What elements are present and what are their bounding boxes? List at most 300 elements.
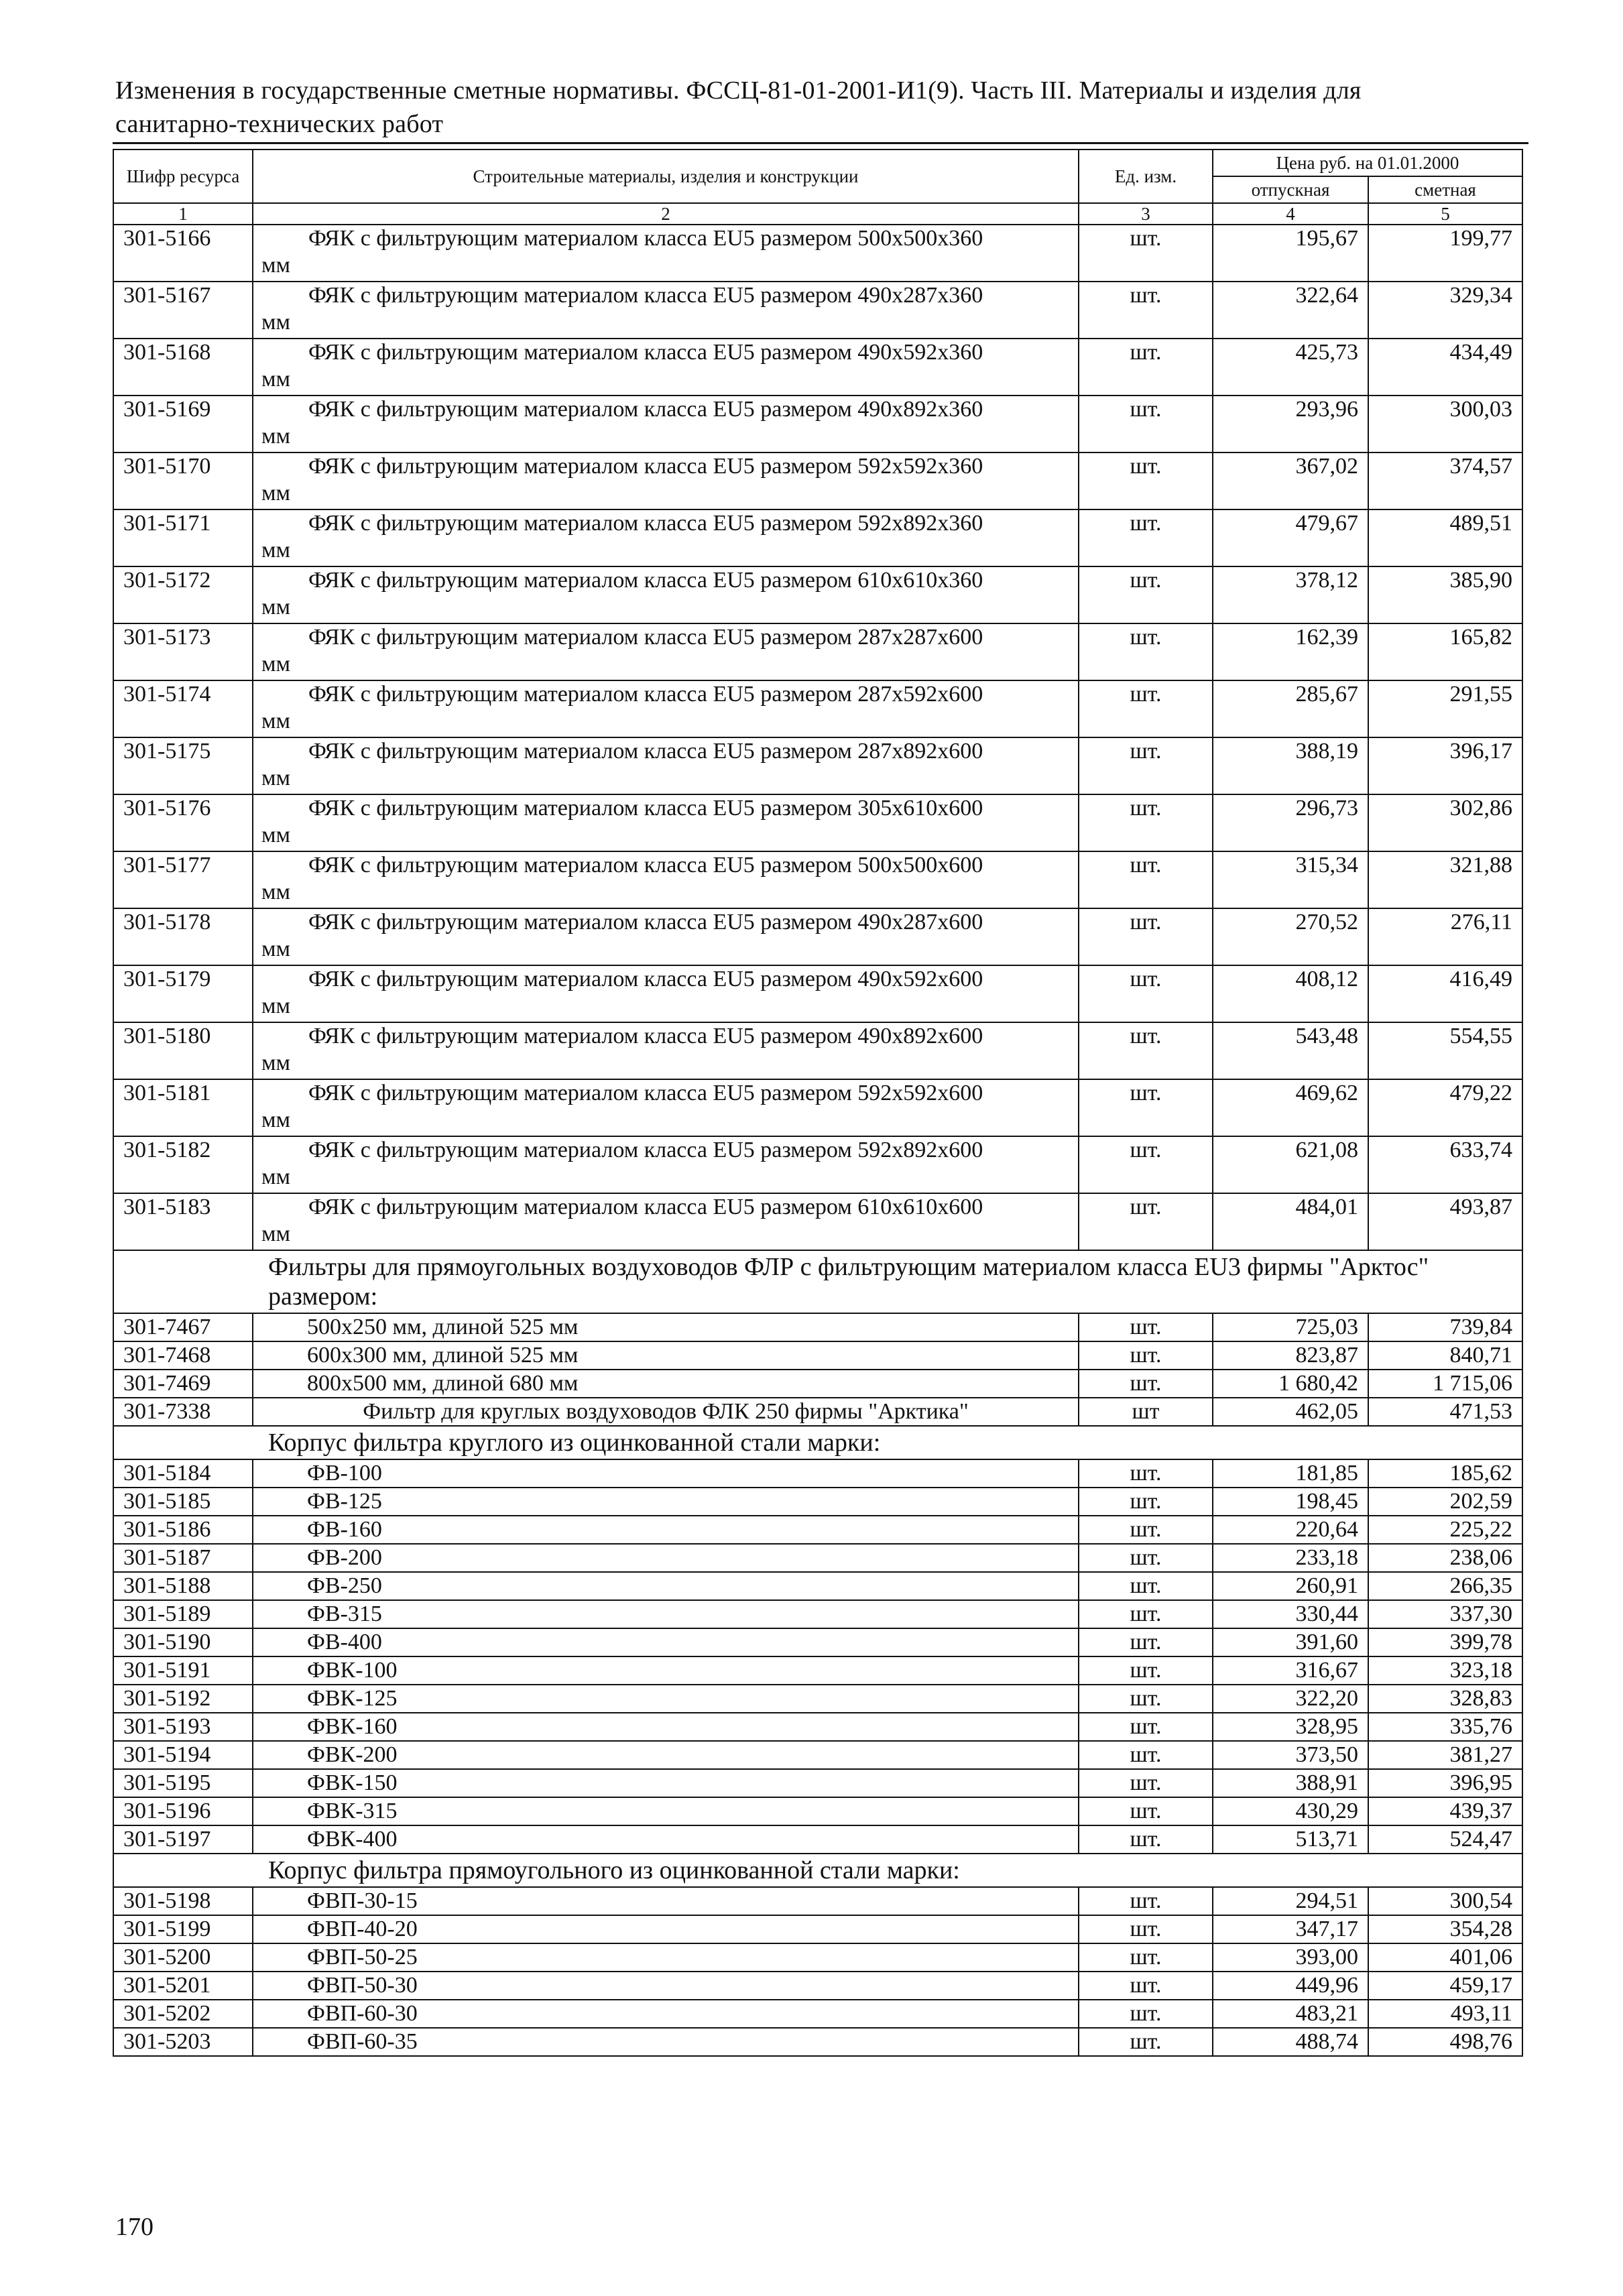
- unit: шт.: [1079, 339, 1213, 396]
- table-row: [113, 1769, 1522, 1797]
- price-estimate: 1 715,06: [1368, 1370, 1522, 1398]
- price-release: 621,08: [1213, 1136, 1368, 1193]
- table-row: [113, 452, 1522, 509]
- item-name: Фильтр для круглых воздуховодов ФЛК 250 фирмы "Арктика": [253, 1398, 1079, 1426]
- item-name: ФВК-400: [253, 1825, 1079, 1854]
- price-release: 391,60: [1213, 1628, 1368, 1656]
- item-name: ФВ-250: [253, 1572, 1079, 1600]
- price-estimate: 337,30: [1368, 1600, 1522, 1628]
- table-row: [113, 1370, 1522, 1398]
- table-row: [113, 680, 1522, 737]
- price-release: 296,73: [1213, 794, 1368, 851]
- item-name: [253, 851, 1079, 908]
- col-code-header: Шифр ресурса: [113, 149, 253, 203]
- resource-code: 301-5193: [113, 1713, 253, 1741]
- col-estimate-header: сметная: [1368, 176, 1522, 203]
- price-estimate: 165,82: [1368, 623, 1522, 680]
- unit: шт.: [1079, 1685, 1213, 1713]
- table-row: [113, 1600, 1522, 1628]
- resource-code: 301-5174: [113, 680, 253, 737]
- price-release: 316,67: [1213, 1656, 1368, 1685]
- resource-code: 301-5198: [113, 1887, 253, 1915]
- resource-code: 301-5183: [113, 1193, 253, 1250]
- resource-code: 301-7468: [113, 1341, 253, 1370]
- item-name: ФВП-60-30: [253, 2000, 1079, 2028]
- col-release-header: отпускная: [1213, 176, 1368, 203]
- price-estimate: 471,53: [1368, 1398, 1522, 1426]
- resource-code: 301-7467: [113, 1313, 253, 1341]
- page-header: [115, 74, 1523, 141]
- price-release: 408,12: [1213, 965, 1368, 1022]
- table-row: [113, 1713, 1522, 1741]
- item-description-tail: мм: [261, 367, 291, 391]
- page-number: 170: [115, 2213, 154, 2241]
- header-rule: [113, 142, 1528, 144]
- price-estimate: 396,95: [1368, 1769, 1522, 1797]
- price-release: 388,91: [1213, 1769, 1368, 1797]
- unit: шт.: [1079, 1488, 1213, 1516]
- item-description-tail: мм: [261, 1221, 291, 1246]
- price-estimate: 300,03: [1368, 396, 1522, 452]
- item-description-tail: мм: [261, 993, 291, 1018]
- item-description-tail: мм: [261, 936, 291, 961]
- price-estimate: 374,57: [1368, 452, 1522, 509]
- table-row: [113, 1972, 1522, 2000]
- resource-code: 301-5182: [113, 1136, 253, 1193]
- table-row: [113, 1136, 1522, 1193]
- price-estimate: 739,84: [1368, 1313, 1522, 1341]
- group-title: Фильтры для прямоугольных воздуховодов ФЛР с фильтрующим материалом класса EU3 фирмы "Арктос" размером:: [113, 1250, 1522, 1313]
- price-estimate: 840,71: [1368, 1341, 1522, 1370]
- price-estimate: 396,17: [1368, 737, 1522, 794]
- resource-code: 301-5194: [113, 1741, 253, 1769]
- unit: шт.: [1079, 1887, 1213, 1915]
- table-row: [113, 965, 1522, 1022]
- resource-code: 301-5197: [113, 1825, 253, 1854]
- price-release: 315,34: [1213, 851, 1368, 908]
- price-estimate: 498,76: [1368, 2028, 1522, 2056]
- unit: шт.: [1079, 1943, 1213, 1972]
- col-unit-header: Ед. изм.: [1079, 149, 1213, 203]
- unit: шт.: [1079, 1544, 1213, 1572]
- price-release: 725,03: [1213, 1313, 1368, 1341]
- price-release: 328,95: [1213, 1713, 1368, 1741]
- price-release: 322,64: [1213, 282, 1368, 339]
- price-estimate: 302,86: [1368, 794, 1522, 851]
- table-row: [113, 1685, 1522, 1713]
- table-row: [113, 1741, 1522, 1769]
- table-row: [113, 566, 1522, 623]
- item-name: ФВК-125: [253, 1685, 1079, 1713]
- item-name: ФВК-150: [253, 1769, 1079, 1797]
- resource-code: 301-5175: [113, 737, 253, 794]
- resource-code: 301-5185: [113, 1488, 253, 1516]
- item-description: ФЯК с фильтрующим материалом класса EU5 размером 592х892х360: [308, 511, 983, 536]
- table-body: [113, 225, 1522, 2056]
- item-description: ФЯК с фильтрующим материалом класса EU5 размером 500х500х360: [308, 226, 983, 251]
- table-row: [113, 2000, 1522, 2028]
- item-name: [253, 680, 1079, 737]
- unit: шт.: [1079, 1915, 1213, 1943]
- item-description: ФЯК с фильтрующим материалом класса EU5 размером 490х287х360: [308, 283, 983, 308]
- group-header-rect: [113, 1854, 1522, 1887]
- price-estimate: 329,34: [1368, 282, 1522, 339]
- col-name-header: Строительные материалы, изделия и конструкции: [253, 149, 1079, 203]
- resource-code: 301-5184: [113, 1459, 253, 1488]
- resource-code: 301-5188: [113, 1572, 253, 1600]
- item-name: 800х500 мм, длиной 680 мм: [253, 1370, 1079, 1398]
- resource-code: 301-5192: [113, 1685, 253, 1713]
- price-estimate: 335,76: [1368, 1713, 1522, 1741]
- price-release: 347,17: [1213, 1915, 1368, 1943]
- unit: шт.: [1079, 908, 1213, 965]
- price-release: 373,50: [1213, 1741, 1368, 1769]
- price-estimate: 185,62: [1368, 1459, 1522, 1488]
- item-name: [253, 623, 1079, 680]
- item-name: ФВ-100: [253, 1459, 1079, 1488]
- unit: шт.: [1079, 851, 1213, 908]
- unit: шт.: [1079, 1341, 1213, 1370]
- price-estimate: 381,27: [1368, 1741, 1522, 1769]
- item-description-tail: мм: [261, 595, 291, 619]
- table-row: [113, 1797, 1522, 1825]
- unit: шт.: [1079, 794, 1213, 851]
- colnum-4: 4: [1213, 203, 1368, 225]
- unit: шт.: [1079, 1193, 1213, 1250]
- price-release: 162,39: [1213, 623, 1368, 680]
- resource-code: 301-5178: [113, 908, 253, 965]
- table-row: [113, 1341, 1522, 1370]
- table-row: [113, 282, 1522, 339]
- item-name: [253, 1136, 1079, 1193]
- table-row: [113, 2028, 1522, 2056]
- group-header-round: [113, 1426, 1522, 1459]
- price-release: 198,45: [1213, 1488, 1368, 1516]
- price-release: 367,02: [1213, 452, 1368, 509]
- price-release: 330,44: [1213, 1600, 1368, 1628]
- item-description-tail: мм: [261, 1164, 291, 1189]
- group-title: Корпус фильтра прямоугольного из оцинкованной стали марки:: [113, 1854, 1522, 1887]
- table-row: [113, 1656, 1522, 1685]
- col-price-header: Цена руб. на 01.01.2000: [1213, 149, 1522, 176]
- table-row: [113, 1459, 1522, 1488]
- price-release: 488,74: [1213, 2028, 1368, 2056]
- price-estimate: 633,74: [1368, 1136, 1522, 1193]
- price-release: 823,87: [1213, 1341, 1368, 1370]
- column-numbers-row: [113, 203, 1522, 225]
- price-estimate: 493,87: [1368, 1193, 1522, 1250]
- price-estimate: 401,06: [1368, 1943, 1522, 1972]
- price-release: 543,48: [1213, 1022, 1368, 1079]
- price-estimate: 493,11: [1368, 2000, 1522, 2028]
- price-release: 479,67: [1213, 509, 1368, 566]
- resource-code: 301-5169: [113, 396, 253, 452]
- table-row: [113, 623, 1522, 680]
- resource-code: 301-5173: [113, 623, 253, 680]
- price-release: 195,67: [1213, 225, 1368, 282]
- item-description: ФЯК с фильтрующим материалом класса EU5 размером 490х287х600: [308, 910, 983, 934]
- resource-code: 301-5195: [113, 1769, 253, 1797]
- table-row: [113, 1628, 1522, 1656]
- table-row: [113, 1398, 1522, 1426]
- resource-code: 301-5199: [113, 1915, 253, 1943]
- price-estimate: 439,37: [1368, 1797, 1522, 1825]
- table-row: [113, 1193, 1522, 1250]
- unit: шт.: [1079, 1713, 1213, 1741]
- item-description-tail: мм: [261, 1107, 291, 1132]
- item-name: ФВ-315: [253, 1600, 1079, 1628]
- price-release: 513,71: [1213, 1825, 1368, 1854]
- unit: шт.: [1079, 396, 1213, 452]
- resource-code: 301-5190: [113, 1628, 253, 1656]
- table-row: [113, 1887, 1522, 1915]
- price-release: 322,20: [1213, 1685, 1368, 1713]
- price-estimate: 354,28: [1368, 1915, 1522, 1943]
- unit: шт.: [1079, 1600, 1213, 1628]
- price-estimate: 459,17: [1368, 1972, 1522, 2000]
- resource-code: 301-5170: [113, 452, 253, 509]
- resource-code: 301-5196: [113, 1797, 253, 1825]
- resource-code: 301-5186: [113, 1516, 253, 1544]
- table-row: [113, 225, 1522, 282]
- unit: шт.: [1079, 452, 1213, 509]
- item-name: ФВК-315: [253, 1797, 1079, 1825]
- price-release: 469,62: [1213, 1079, 1368, 1136]
- table-row: [113, 908, 1522, 965]
- unit: шт.: [1079, 1079, 1213, 1136]
- price-estimate: 202,59: [1368, 1488, 1522, 1516]
- item-description: ФЯК с фильтрующим материалом класса EU5 размером 610х610х360: [308, 568, 983, 593]
- item-description-tail: мм: [261, 652, 291, 676]
- resource-code: 301-5171: [113, 509, 253, 566]
- colnum-2: 2: [253, 203, 1079, 225]
- item-name: ФВ-125: [253, 1488, 1079, 1516]
- table-row: [113, 339, 1522, 396]
- item-description-tail: мм: [261, 823, 291, 847]
- item-description-tail: мм: [261, 709, 291, 733]
- resource-code: 301-5177: [113, 851, 253, 908]
- resource-code: 301-5166: [113, 225, 253, 282]
- table-row: [113, 1572, 1522, 1600]
- unit: шт.: [1079, 1972, 1213, 2000]
- unit: шт.: [1079, 1797, 1213, 1825]
- price-release: 294,51: [1213, 1887, 1368, 1915]
- price-estimate: 199,77: [1368, 225, 1522, 282]
- price-estimate: 524,47: [1368, 1825, 1522, 1854]
- unit: шт.: [1079, 2000, 1213, 2028]
- unit: шт.: [1079, 509, 1213, 566]
- item-name: [253, 282, 1079, 339]
- colnum-5: 5: [1368, 203, 1522, 225]
- item-name: 600х300 мм, длиной 525 мм: [253, 1341, 1079, 1370]
- price-estimate: 554,55: [1368, 1022, 1522, 1079]
- price-release: 425,73: [1213, 339, 1368, 396]
- resource-code: 301-5201: [113, 1972, 253, 2000]
- unit: шт.: [1079, 1313, 1213, 1341]
- price-estimate: 328,83: [1368, 1685, 1522, 1713]
- item-description: ФЯК с фильтрующим материалом класса EU5 размером 287х592х600: [308, 682, 983, 707]
- item-description: ФЯК с фильтрующим материалом класса EU5 размером 490х592х360: [308, 340, 983, 365]
- price-release: 393,00: [1213, 1943, 1368, 1972]
- table-row: [113, 396, 1522, 452]
- item-description: ФЯК с фильтрующим материалом класса EU5 размером 305х610х600: [308, 796, 983, 821]
- item-description-tail: мм: [261, 253, 291, 278]
- unit: шт.: [1079, 1459, 1213, 1488]
- price-estimate: 489,51: [1368, 509, 1522, 566]
- table-row: [113, 851, 1522, 908]
- table-row: [113, 794, 1522, 851]
- resource-code: 301-5203: [113, 2028, 253, 2056]
- price-release: 388,19: [1213, 737, 1368, 794]
- price-release: 220,64: [1213, 1516, 1368, 1544]
- table-row: [113, 1022, 1522, 1079]
- header-line-2: санитарно-технических работ: [115, 110, 444, 138]
- item-name: ФВ-160: [253, 1516, 1079, 1544]
- item-description: ФЯК с фильтрующим материалом класса EU5 размером 287х892х600: [308, 739, 983, 764]
- resource-code: 301-5187: [113, 1544, 253, 1572]
- item-description-tail: мм: [261, 424, 291, 448]
- item-description-tail: мм: [261, 538, 291, 562]
- price-estimate: 321,88: [1368, 851, 1522, 908]
- table-row: [113, 1488, 1522, 1516]
- table-row: [113, 1915, 1522, 1943]
- resource-code: 301-5168: [113, 339, 253, 396]
- item-description: ФЯК с фильтрующим материалом класса EU5 размером 592х892х600: [308, 1138, 983, 1162]
- colnum-3: 3: [1079, 203, 1213, 225]
- item-name: ФВК-100: [253, 1656, 1079, 1685]
- item-name: ФВК-160: [253, 1713, 1079, 1741]
- resource-code: 301-7469: [113, 1370, 253, 1398]
- group-header-flr: [113, 1250, 1522, 1313]
- unit: шт.: [1079, 1516, 1213, 1544]
- resource-code: 301-5180: [113, 1022, 253, 1079]
- item-name: [253, 794, 1079, 851]
- price-release: 293,96: [1213, 396, 1368, 452]
- item-description-tail: мм: [261, 1050, 291, 1075]
- price-estimate: 434,49: [1368, 339, 1522, 396]
- item-name: ФВК-200: [253, 1741, 1079, 1769]
- unit: шт.: [1079, 282, 1213, 339]
- unit: шт.: [1079, 623, 1213, 680]
- unit: шт.: [1079, 1656, 1213, 1685]
- unit: шт.: [1079, 2028, 1213, 2056]
- item-name: ФВ-200: [253, 1544, 1079, 1572]
- item-description: ФЯК с фильтрующим материалом класса EU5 размером 610х610х600: [308, 1195, 983, 1219]
- item-name: ФВП-50-25: [253, 1943, 1079, 1972]
- item-name: [253, 1193, 1079, 1250]
- item-description: ФЯК с фильтрующим материалом класса EU5 размером 500х500х600: [308, 853, 983, 878]
- item-name: 500х250 мм, длиной 525 мм: [253, 1313, 1079, 1341]
- item-description-tail: мм: [261, 481, 291, 505]
- price-release: 484,01: [1213, 1193, 1368, 1250]
- unit: шт.: [1079, 965, 1213, 1022]
- unit: шт.: [1079, 1628, 1213, 1656]
- price-release: 260,91: [1213, 1572, 1368, 1600]
- table-row: [113, 509, 1522, 566]
- resource-code: 301-5172: [113, 566, 253, 623]
- unit: шт.: [1079, 225, 1213, 282]
- item-name: ФВП-60-35: [253, 2028, 1079, 2056]
- price-release: 378,12: [1213, 566, 1368, 623]
- header-line-1: Изменения в государственные сметные нормативы. ФССЦ-81-01-2001-И1(9). Часть III. Материалы и изделия для: [115, 76, 1362, 105]
- item-name: ФВ-400: [253, 1628, 1079, 1656]
- table-row: [113, 1079, 1522, 1136]
- item-name: ФВП-50-30: [253, 1972, 1079, 2000]
- resource-code: 301-5189: [113, 1600, 253, 1628]
- resource-code: 301-7338: [113, 1398, 253, 1426]
- unit: шт.: [1079, 1741, 1213, 1769]
- item-description-tail: мм: [261, 880, 291, 904]
- item-description: ФЯК с фильтрующим материалом класса EU5 размером 490х892х600: [308, 1024, 983, 1048]
- unit: шт.: [1079, 1022, 1213, 1079]
- item-name: [253, 339, 1079, 396]
- item-name: ФВП-30-15: [253, 1887, 1079, 1915]
- resource-code: 301-5181: [113, 1079, 253, 1136]
- unit: шт.: [1079, 1370, 1213, 1398]
- price-estimate: 291,55: [1368, 680, 1522, 737]
- price-estimate: 276,11: [1368, 908, 1522, 965]
- item-name: [253, 1022, 1079, 1079]
- price-estimate: 238,06: [1368, 1544, 1522, 1572]
- unit: шт.: [1079, 566, 1213, 623]
- table-row: [113, 1825, 1522, 1854]
- price-estimate: 266,35: [1368, 1572, 1522, 1600]
- table-row: [113, 1943, 1522, 1972]
- item-name: [253, 225, 1079, 282]
- price-release: 285,67: [1213, 680, 1368, 737]
- item-description: ФЯК с фильтрующим материалом класса EU5 размером 490х892х360: [308, 397, 983, 422]
- item-name: [253, 908, 1079, 965]
- item-name: [253, 452, 1079, 509]
- table-row: [113, 737, 1522, 794]
- unit: шт.: [1079, 737, 1213, 794]
- item-description: ФЯК с фильтрующим материалом класса EU5 размером 592х592х600: [308, 1081, 983, 1105]
- item-name: [253, 737, 1079, 794]
- group-title: Корпус фильтра круглого из оцинкованной стали марки:: [113, 1426, 1522, 1459]
- item-name: [253, 509, 1079, 566]
- price-table: [113, 149, 1523, 2057]
- resource-code: 301-5191: [113, 1656, 253, 1685]
- price-estimate: 225,22: [1368, 1516, 1522, 1544]
- unit: шт.: [1079, 1769, 1213, 1797]
- price-release: 449,96: [1213, 1972, 1368, 2000]
- table-row: [113, 1516, 1522, 1544]
- price-release: 483,21: [1213, 2000, 1368, 2028]
- item-name: [253, 1079, 1079, 1136]
- item-description: ФЯК с фильтрующим материалом класса EU5 размером 287х287х600: [308, 625, 983, 650]
- price-release: 181,85: [1213, 1459, 1368, 1488]
- price-release: 430,29: [1213, 1797, 1368, 1825]
- item-description-tail: мм: [261, 310, 291, 335]
- price-release: 270,52: [1213, 908, 1368, 965]
- price-release: 233,18: [1213, 1544, 1368, 1572]
- resource-code: 301-5202: [113, 2000, 253, 2028]
- item-description: ФЯК с фильтрующим материалом класса EU5 размером 592х592х360: [308, 454, 983, 479]
- price-release: 1 680,42: [1213, 1370, 1368, 1398]
- price-release: 462,05: [1213, 1398, 1368, 1426]
- unit: шт: [1079, 1398, 1213, 1426]
- item-description-tail: мм: [261, 766, 291, 790]
- price-estimate: 323,18: [1368, 1656, 1522, 1685]
- item-name: [253, 566, 1079, 623]
- unit: шт.: [1079, 680, 1213, 737]
- resource-code: 301-5176: [113, 794, 253, 851]
- price-estimate: 416,49: [1368, 965, 1522, 1022]
- item-name: ФВП-40-20: [253, 1915, 1079, 1943]
- colnum-1: 1: [113, 203, 253, 225]
- table-row: [113, 1313, 1522, 1341]
- item-description: ФЯК с фильтрующим материалом класса EU5 размером 490х592х600: [308, 967, 983, 991]
